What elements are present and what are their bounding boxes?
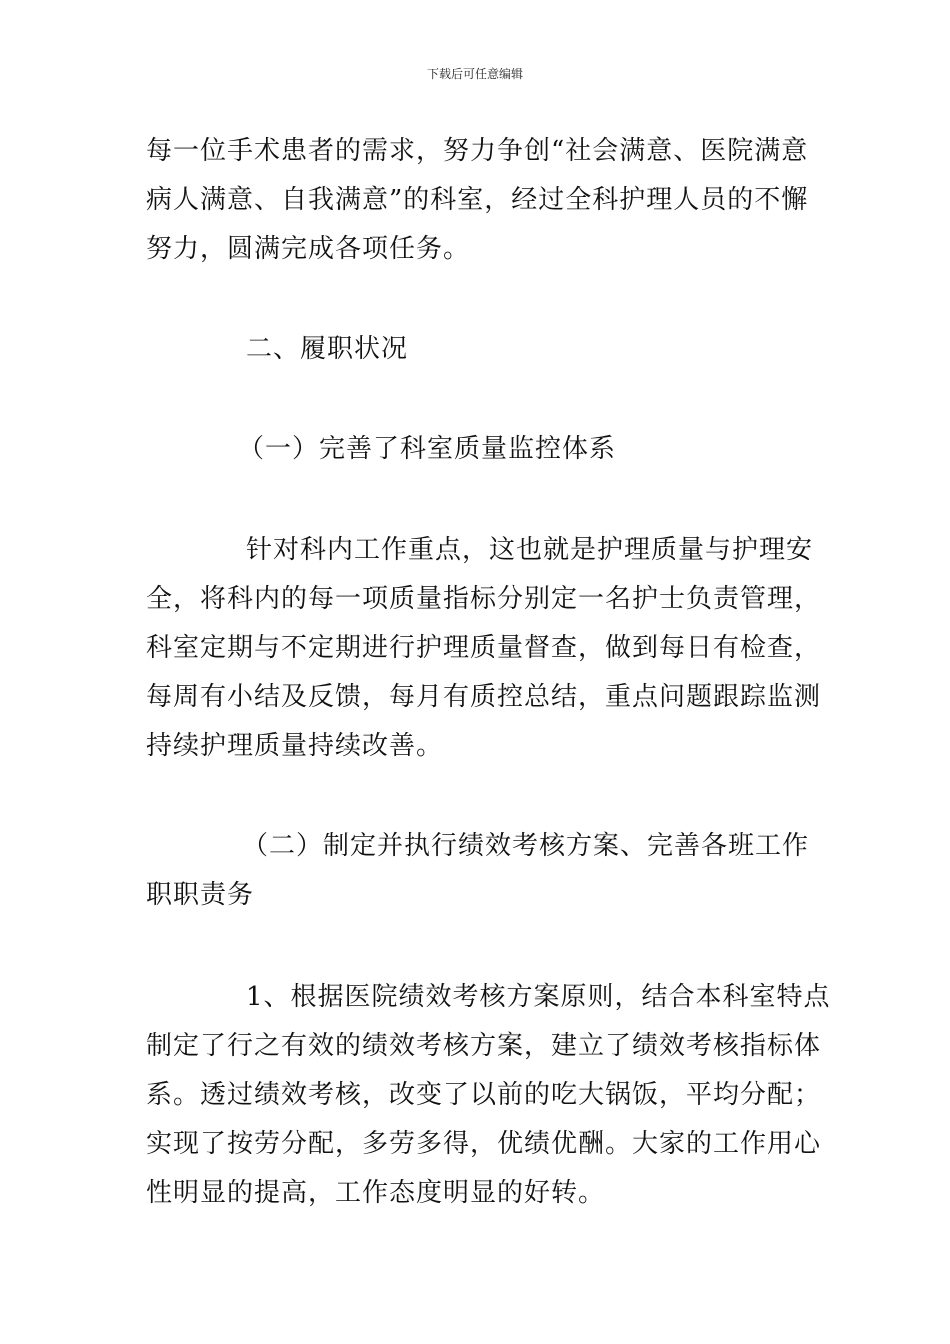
paragraph-line: 性明显的提高，工作态度明显的好转。 [146,1178,606,1208]
subsection-heading: （一）完善了科室质量监控体系 [238,434,617,464]
paragraph-line: 全，将科内的每一项质量指标分别定一名护士负责管理， [146,584,822,614]
paragraph-line: 努力，圆满完成各项任务。 [146,234,471,264]
paragraph-line: 持续护理质量持续改善。 [146,731,444,761]
paragraph-line: 制定了行之有效的绩效考核方案，建立了绩效考核指标体 [146,1031,822,1061]
paragraph-line: 针对科内工作重点，这也就是护理质量与护理安 [246,535,814,565]
paragraph-line: 系。透过绩效考核，改变了以前的吃大锅饭，平均分配； [146,1080,822,1110]
subsection-heading: （二）制定并执行绩效考核方案、完善各班工作 [242,831,810,861]
subsection-heading-continued: 职职责务 [146,880,255,910]
page-header: 下载后可任意编辑 [426,67,523,81]
paragraph-line: 1、根据医院绩效考核方案原则，结合本科室特点 [246,982,831,1012]
paragraph-line: 病人满意、自我满意”的科室，经过全科护理人员的不懈 [146,185,809,215]
paragraph-line: 实现了按劳分配，多劳多得，优绩优酬。大家的工作用心 [146,1129,822,1159]
paragraph-line: 科室定期与不定期进行护理质量督查，做到每日有检查， [146,633,822,663]
paragraph-line: 每一位手术患者的需求，努力争创“社会满意、医院满意 [146,136,809,166]
paragraph-line: 每周有小结及反馈，每月有质控总结，重点问题跟踪监测 [146,682,822,712]
section-heading: 二、履职状况 [246,334,409,364]
